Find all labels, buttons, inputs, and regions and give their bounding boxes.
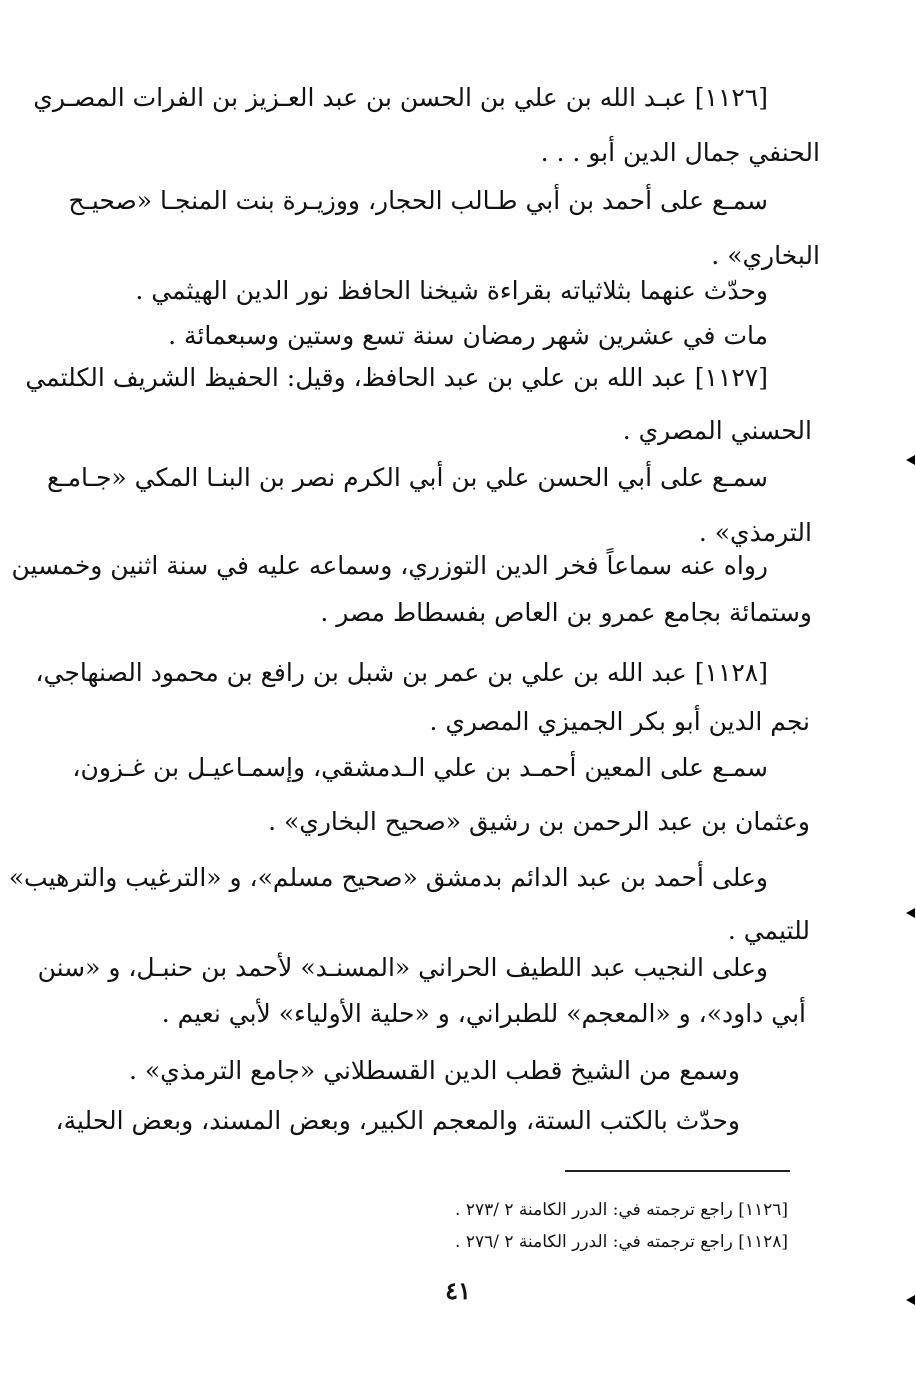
footnote-1128: [١١٢٨] راجع ترجمته في: الدرر الكامنة ٢ /٢٧٦ . bbox=[455, 1232, 788, 1252]
margin-mark-middle bbox=[906, 908, 915, 918]
footnote-1126: [١١٢٦] راجع ترجمته في: الدرر الكامنة ٢ /٢٧٣ . bbox=[455, 1200, 788, 1220]
entry-1127-text-2: رواه عنه سماعاً فخر الدين التوزري، وسماعه عليه في سنة اثنين وخمسين bbox=[11, 551, 768, 580]
entry-1126-text-2: وحدّث عنهما بثلاثياته بقراءة شيخنا الحافظ نور الدين الهيثمي . bbox=[135, 276, 768, 305]
entry-1127-text-cont: الترمذي» . bbox=[698, 518, 812, 547]
entry-1126-heading: [١١٢٦] عبـد الله بن علي بن الحسن بن عبد العـزيز بن الفرات المصـري bbox=[33, 83, 768, 112]
entry-1128-text-5: وحدّث بالكتب الستة، والمعجم الكبير، وبعض المسند، وبعض الحلية، bbox=[55, 1106, 740, 1135]
entry-1127-text-2-cont: وستمائة بجامع عمرو بن العاص بفسطاط مصر . bbox=[320, 598, 812, 627]
entry-1128-text: سمـع على المعين أحمـد بن علي الـدمشقي، وإسمـاعيـل بن غـزون، bbox=[72, 753, 768, 782]
entry-1128-heading: [١١٢٨] عبد الله بن علي بن عمر بن شبل بن رافع بن محمود الصنهاجي، bbox=[35, 658, 768, 687]
entry-1126-heading-cont: الحنفي جمال الدين أبو . . . bbox=[540, 138, 820, 167]
page-number: ٤١ bbox=[445, 1276, 471, 1305]
entry-1128-heading-cont: نجم الدين أبو بكر الجميزي المصري . bbox=[429, 707, 810, 736]
entry-1128-text-2: وعلى أحمد بن عبد الدائم بدمشق «صحيح مسلم»، و «الترغيب والترهيب» bbox=[8, 863, 768, 892]
margin-mark-top bbox=[906, 455, 915, 465]
entry-1128-text-3-cont: أبي داود»، و «المعجم» للطبراني، و «حلية الأولياء» لأبي نعيم . bbox=[161, 999, 806, 1028]
entry-1126-death: مات في عشرين شهر رمضان سنة تسع وستين وسبعمائة . bbox=[168, 321, 768, 350]
entry-1128-text-cont: وعثمان بن عبد الرحمن بن رشيق «صحيح البخاري» . bbox=[268, 807, 810, 836]
entry-1128-text-2-cont: للتيمي . bbox=[727, 916, 810, 945]
footnote-separator bbox=[565, 1170, 790, 1172]
entry-1128-text-3: وعلى النجيب عبد اللطيف الحراني «المسنـد» لأحمد بن حنبـل، و «سنن bbox=[37, 953, 768, 982]
entry-1126-text-cont: البخاري» . bbox=[711, 241, 820, 270]
entry-1126-text: سمـع على أحمد بن أبي طـالب الحجار، ووزيـرة بنت المنجـا «صحيـح bbox=[68, 186, 768, 215]
entry-1127-heading-cont: الحسني المصري . bbox=[622, 416, 812, 445]
margin-mark-bottom bbox=[906, 1295, 915, 1305]
entry-1128-text-4: وسمع من الشيخ قطب الدين القسطلاني «جامع الترمذي» . bbox=[128, 1056, 740, 1085]
entry-1127-heading: [١١٢٧] عبد الله بن علي بن عبد الحافظ، وقيل: الحفيظ الشريف الكلتمي bbox=[25, 363, 768, 392]
entry-1127-text: سمـع على أبي الحسن علي بن أبي الكرم نصر بن البنـا المكي «جـامـع bbox=[47, 463, 768, 492]
